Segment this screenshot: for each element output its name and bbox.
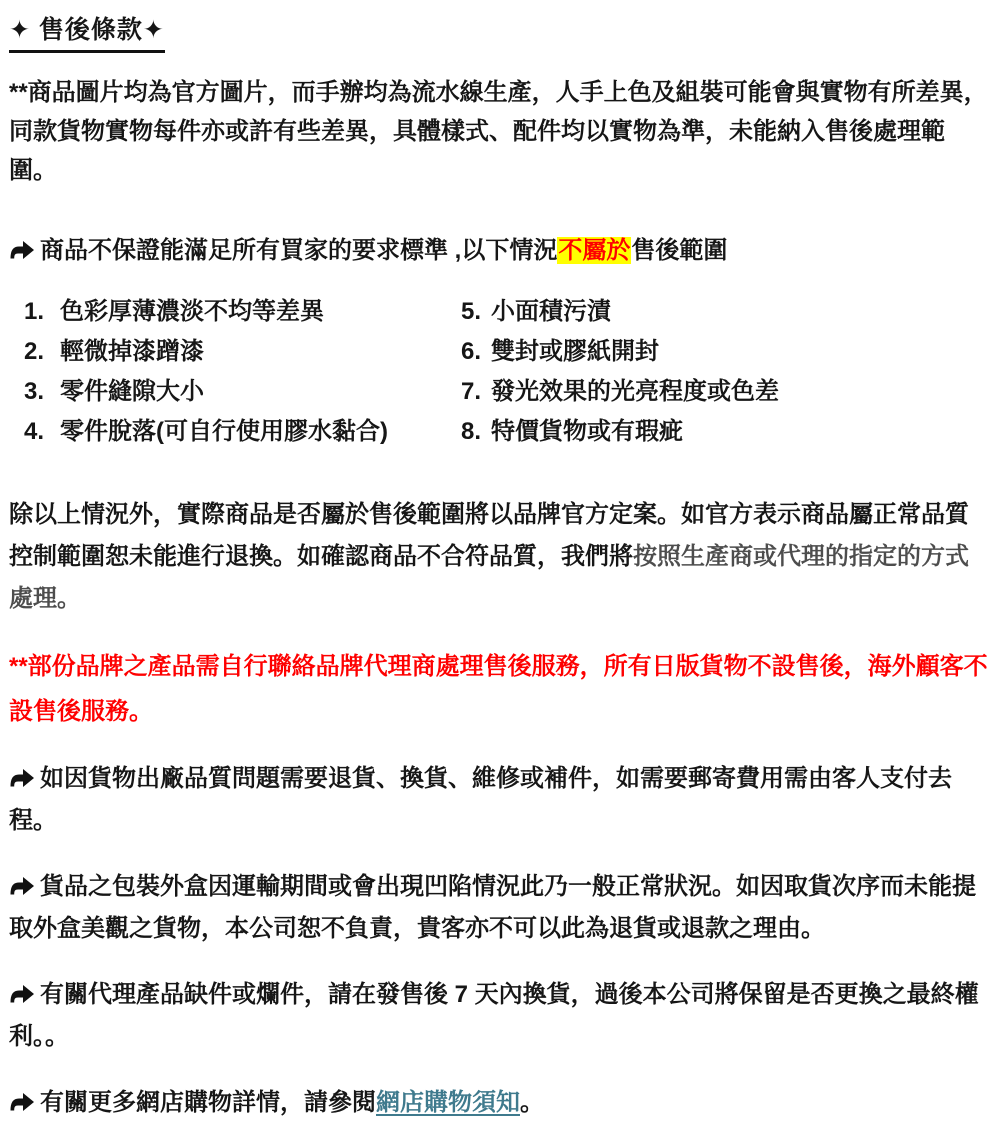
item-text: 輕微掉漆蹭漆 (60, 338, 204, 365)
footer-text-before: 有關更多網店購物詳情，請參閱 (40, 1089, 376, 1116)
exclusion-heading-after: 售後範圍 (631, 237, 728, 264)
list-item (461, 292, 992, 332)
note-paragraph-exchange-window (9, 974, 992, 1058)
note-paragraph-box-dents (9, 866, 992, 950)
item-text: 零件脫落(可自行使用膠水黏合) (60, 418, 388, 445)
item-text: 色彩厚薄濃淡不均等差異 (60, 298, 324, 325)
item-number: 7. (461, 378, 482, 405)
intro-paragraph: **商品圖片均為官方圖片，而手辦均為流水線生產，人手上色及組裝可能會與實物有所差異，同款貨物實物每件亦或許有些差異，具體樣式、配件均以實物為準，未能納入售後處理範圍。 (9, 79, 988, 184)
item-text: 零件縫隙大小 (60, 378, 204, 405)
policy-paragraph (9, 494, 992, 620)
item-number: 4. (24, 418, 45, 445)
list-item (24, 372, 461, 412)
item-number: 2. (24, 338, 45, 365)
item-text: 雙封或膠紙開封 (491, 338, 659, 365)
item-text: 小面積污漬 (491, 298, 611, 325)
exclusion-list (9, 292, 992, 452)
curved-right-arrow-icon (9, 768, 35, 788)
highlight-not-covered: 不屬於 (558, 237, 631, 264)
item-text: 特價貨物或有瑕疵 (491, 418, 683, 445)
footer-text-after: 。 (520, 1089, 544, 1116)
note-paragraph-shipping-cost (9, 758, 992, 842)
item-number: 5. (461, 298, 482, 325)
item-number: 8. (461, 418, 482, 445)
list-item (24, 292, 461, 332)
page-title: ✦ 售後條款✦ (9, 10, 165, 53)
exclusion-list-right-column (461, 292, 992, 452)
item-number: 1. (24, 298, 45, 325)
exclusion-list-left-column (9, 292, 461, 452)
curved-right-arrow-icon (9, 240, 35, 260)
exclusion-heading (9, 234, 992, 268)
note-text: 如因貨物出廠品質問題需要退貨、換貨、維修或補件，如需要郵寄費用需由客人支付去程。 (9, 765, 952, 834)
item-number: 3. (24, 378, 45, 405)
policy-text-black: 除以上情況外，實際商品是否屬於售後範圍將以品牌官方定案。如官方表示商品屬正常品質控制範圍恕未能進行退換。如確認商品不合符品質，我們將 (9, 501, 969, 570)
note-text: 貨品之包裝外盒因運輸期間或會出現凹陷情況此乃一般正常狀況。如因取貨次序而未能提取外盒美觀之貨物，本公司恕不負責，貴客亦不可以此為退貨或退款之理由。 (9, 873, 976, 942)
curved-right-arrow-icon (9, 984, 35, 1004)
item-number: 6. (461, 338, 482, 365)
list-item (461, 412, 992, 452)
exclusion-heading-before: 商品不保證能滿足所有買家的要求標準 ,以下情況 (40, 237, 558, 264)
red-notice-paragraph: **部份品牌之產品需自行聯絡品牌代理商處理售後服務，所有日版貨物不設售後，海外顧客不設售後服務。 (9, 653, 988, 725)
policy-text-gray: 按照生產商或代理的指定的方式處理。 (9, 543, 969, 612)
list-item (24, 332, 461, 372)
list-item (461, 332, 992, 372)
list-item (24, 412, 461, 452)
item-text: 發光效果的光亮程度或色差 (491, 378, 779, 405)
note-paragraph-shop-guide (9, 1082, 992, 1124)
curved-right-arrow-icon (9, 876, 35, 896)
list-item (461, 372, 992, 412)
shop-guide-link[interactable]: 網店購物須知 (376, 1089, 520, 1116)
page-title-row (9, 10, 992, 53)
curved-right-arrow-icon (9, 1092, 35, 1112)
note-text: 有關代理產品缺件或爛件，請在發售後 7 天內換貨，過後本公司將保留是否更換之最終權利。。 (9, 981, 979, 1050)
